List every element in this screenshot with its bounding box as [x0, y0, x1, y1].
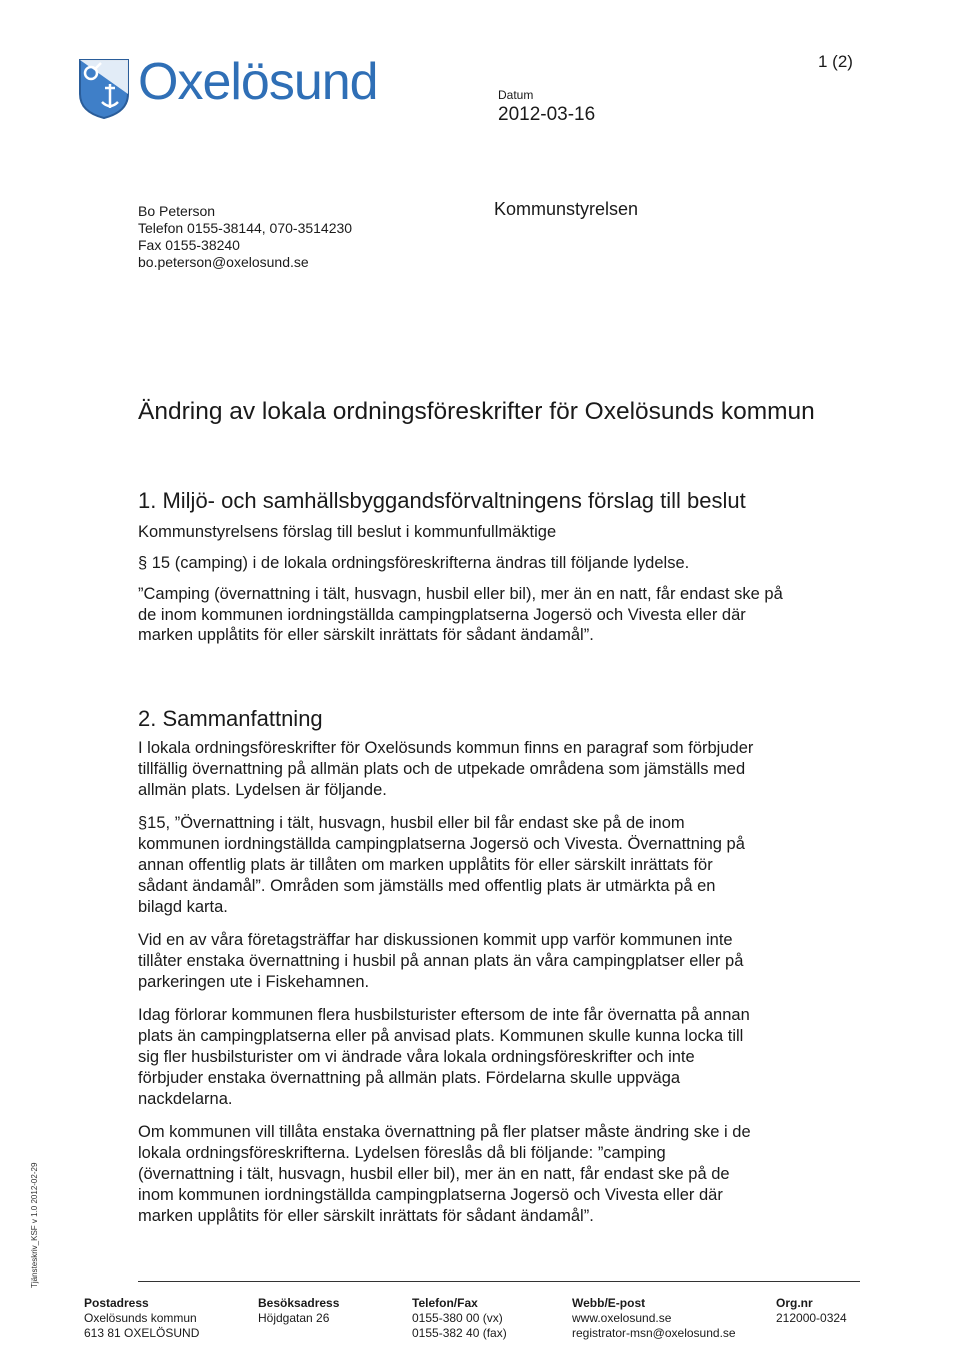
sender-email: bo.peterson@oxelosund.se — [138, 254, 309, 270]
footer-line: 0155-380 00 (vx) — [412, 1311, 503, 1325]
footer-line: 613 81 OXELÖSUND — [84, 1326, 200, 1340]
organization-name: Oxelösund — [138, 53, 378, 111]
footer-org-number — [776, 1296, 847, 1326]
footer-line: 212000-0324 — [776, 1311, 847, 1325]
footer-line: registrator-msn@oxelosund.se — [572, 1326, 736, 1340]
section-heading: 2. Sammanfattning — [138, 706, 323, 731]
footer-visiting-address — [258, 1296, 339, 1326]
date-value: 2012-03-16 — [498, 104, 596, 125]
date-label: Datum — [498, 88, 534, 102]
footer-web-email — [572, 1296, 736, 1341]
section-change: § 15 (camping) i de lokala ordningsföreskrifterna ändras till följande lydelse. — [138, 554, 690, 572]
footer-heading: Telefon/Fax — [412, 1296, 478, 1310]
footer-heading: Org.nr — [776, 1296, 813, 1310]
section-proposal — [138, 488, 788, 646]
page-number: 1 (2) — [818, 52, 853, 71]
footer-line: Oxelösunds kommun — [84, 1311, 197, 1325]
sender-fax: Fax 0155-38240 — [138, 237, 240, 253]
footer-heading: Besöksadress — [258, 1296, 340, 1310]
recipient: Kommunstyrelsen — [494, 199, 639, 219]
footer-line: www.oxelosund.se — [572, 1311, 672, 1325]
section-summary — [138, 706, 768, 1239]
document-title: Ändring av lokala ordningsföreskrifter för Oxelösunds kommun — [138, 398, 815, 425]
sender-phone: Telefon 0155-38144, 070-3514230 — [138, 220, 353, 236]
section-quote: ”Camping (övernattning i tält, husvagn, husbil eller bil), mer än en natt, får endast ske på de inom kommunen iordningställda campingplatserna Jogersö och Vivesta eller där marken upplåtits för eller särskilt inrättats för sådant ändamål”. — [138, 585, 783, 644]
footer-heading: Webb/E-post — [572, 1296, 646, 1310]
section-heading: 1. Miljö- och samhällsbyggandsförvaltningens förslag till beslut — [138, 488, 746, 513]
footer-postal-address — [84, 1296, 199, 1341]
footer-phone-fax — [412, 1296, 507, 1341]
footer-heading: Postadress — [84, 1296, 149, 1310]
paragraph: I lokala ordningsföreskrifter för Oxelösunds kommun finns en paragraf som förbjuder tillfällig övernattning på allmän plats och de utpekade områdena som jämställs med allmän plats. Lydelsen är följande. — [138, 739, 754, 799]
oxelosund-coat-of-arms-icon — [78, 58, 130, 120]
template-version-text: Tjänsteskriv_KSF v 1.0 2012-02-29 — [30, 1162, 39, 1288]
sender-name: Bo Peterson — [138, 203, 216, 219]
paragraph: Idag förlorar kommunen flera husbilsturister eftersom de inte får övernatta på annan plats än campingplatserna eller på anvisad plats. Kommunen skulle kunna locka till sig fler husbilsturister om vi ändrade våra lokala ordningsföreskrifter och inte förbjuder enstaka övernattning på allmän plats. Fördelarna skulle uppväga nackdelarna. — [138, 1006, 750, 1108]
paragraph: Vid en av våra företagsträffar har diskussionen kommit upp varför kommunen inte tillåter enstaka övernattning i husbil på annan plats än våra campingplatser eller på parkeringen ute i Fiskehamnen. — [138, 931, 744, 991]
footer-line: 0155-382 40 (fax) — [412, 1326, 507, 1340]
sender-block — [138, 203, 352, 271]
paragraph: Om kommunen vill tillåta enstaka övernattning på fler platser måste ändring ske i de lokala ordningsföreskrifterna. Lydelsen föreslås då bli följande: ”camping (övernattning i tält, husvagn, husbil eller bil), mer än en natt, får endast ske på de inom kommunen iordningställda campingplatserna Jogersö och Vivesta eller där marken upplåtits för eller särskilt inrättats för sådant ändamål”. — [138, 1123, 751, 1225]
paragraph: §15, ”Övernattning i tält, husvagn, husbil eller bil får endast ske på de inom kommunen iordningställda campingplatserna Jogersö och Vivesta. Övernattning på annan offentlig plats är tillåten om marken upplåtits för eller särskilt inrättats för sådant ändamål”. Områden som jämställs med offentlig plats är utmärkta på en bilagd karta. — [138, 814, 745, 916]
footer-divider — [138, 1281, 860, 1282]
footer-line: Höjdgatan 26 — [258, 1311, 330, 1325]
section-lead: Kommunstyrelsens förslag till beslut i kommunfullmäktige — [138, 523, 557, 541]
